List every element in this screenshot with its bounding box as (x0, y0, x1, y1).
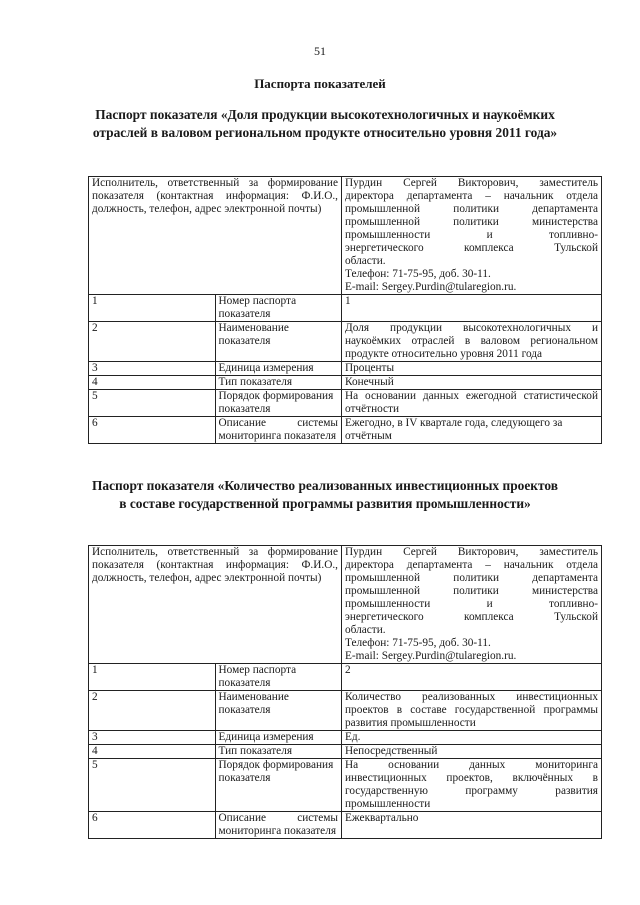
row-number: 5 (89, 390, 216, 417)
row-number: 5 (89, 759, 216, 812)
row-label: Наименование показателя (215, 691, 342, 731)
executor-label: Исполнитель, ответственный за формирование показателя (контактная информация: Ф.И.О., должность, телефон, адрес электронной почты) (89, 177, 342, 295)
table-row (89, 390, 602, 417)
row-value: 2 (342, 664, 602, 691)
executor-row (89, 177, 602, 295)
row-label: Номер паспорта показателя (215, 664, 342, 691)
executor-line: Пурдин Сергей Викторович, заместитель (345, 177, 598, 189)
executor-line: E-mail: Sergey.Purdin@tularegion.ru. (345, 281, 517, 293)
section-title: Паспорта показателей (254, 76, 386, 91)
row-number: 1 (89, 295, 216, 322)
executor-line: директора департамента – начальник отдела (345, 190, 598, 202)
executor-line: промышленности и топливно- (345, 229, 598, 241)
row-value: Доля продукции высокотехнологичных и наукоёмких отраслей в валовом региональном продукте относительно уровня 2011 года (342, 322, 602, 362)
executor-info (342, 546, 602, 664)
row-value: Непосредственный (342, 745, 602, 759)
executor-line: E-mail: Sergey.Purdin@tularegion.ru. (345, 650, 517, 662)
executor-line: промышленной политики министерства (345, 216, 598, 228)
executor-line: промышленности и топливно- (345, 598, 598, 610)
table-row (89, 691, 602, 731)
passport-heading: Паспорт показателя «Количество реализованных инвестиционных проектов в составе государственной программы развития промышленности» (91, 478, 558, 511)
row-number: 2 (89, 691, 216, 731)
row-value: Конечный (342, 376, 602, 390)
row-number: 2 (89, 322, 216, 362)
executor-line: энергетического комплекса Тульской (345, 611, 598, 623)
passport-table (88, 545, 602, 839)
executor-line: промышленной политики департамента (345, 203, 598, 215)
row-value: На основании данных ежегодной статистической отчётности (342, 390, 602, 417)
executor-line: энергетического комплекса Тульской (345, 242, 598, 254)
row-number: 6 (89, 812, 216, 839)
passport-heading: Паспорт показателя «Доля продукции высокотехнологичных и наукоёмких отраслей в валовом региональном продукте относительно уровня 2011 года» (92, 107, 558, 140)
executor-line: Телефон: 71-75-95, доб. 30-11. (345, 637, 491, 649)
row-label: Номер паспорта показателя (215, 295, 342, 322)
row-value: Ед. (342, 731, 602, 745)
row-label: Описание системы мониторинга показателя (215, 812, 342, 839)
table-row (89, 664, 602, 691)
row-value: На основании данных мониторинга инвестиционных проектов, включённых в государственную программу развития промышленности (342, 759, 602, 812)
row-label: Единица измерения (215, 731, 342, 745)
row-number: 3 (89, 362, 216, 376)
row-value: 1 (342, 295, 602, 322)
row-label: Порядок формирования показателя (215, 390, 342, 417)
executor-line: области. (345, 255, 386, 267)
row-label: Порядок формирования показателя (215, 759, 342, 812)
table-row (89, 376, 602, 390)
table-row (89, 731, 602, 745)
row-label: Тип показателя (215, 376, 342, 390)
executor-line: Телефон: 71-75-95, доб. 30-11. (345, 268, 491, 280)
row-label: Единица измерения (215, 362, 342, 376)
table-row (89, 417, 602, 444)
table-row (89, 295, 602, 322)
executor-row (89, 546, 602, 664)
executor-line: области. (345, 624, 386, 636)
executor-line: промышленной политики департамента (345, 572, 598, 584)
page-number: 51 (314, 44, 326, 58)
table-row (89, 745, 602, 759)
executor-label: Исполнитель, ответственный за формирование показателя (контактная информация: Ф.И.О., должность, телефон, адрес электронной почты) (89, 546, 342, 664)
row-number: 4 (89, 376, 216, 390)
row-label: Тип показателя (215, 745, 342, 759)
executor-line: промышленной политики министерства (345, 585, 598, 597)
row-label: Наименование показателя (215, 322, 342, 362)
row-value: Ежегодно, в IV квартале года, следующего за отчётным (342, 417, 602, 444)
row-number: 3 (89, 731, 216, 745)
table-row (89, 759, 602, 812)
row-value: Количество реализованных инвестиционных проектов в составе государственной программы развития промышленности (342, 691, 602, 731)
row-number: 4 (89, 745, 216, 759)
row-value: Ежеквартально (342, 812, 602, 839)
row-value: Проценты (342, 362, 602, 376)
table-row (89, 362, 602, 376)
row-label: Описание системы мониторинга показателя (215, 417, 342, 444)
executor-line: директора департамента – начальник отдела (345, 559, 598, 571)
table-row (89, 322, 602, 362)
row-number: 6 (89, 417, 216, 444)
table-row (89, 812, 602, 839)
executor-info (342, 177, 602, 295)
row-number: 1 (89, 664, 216, 691)
executor-line: Пурдин Сергей Викторович, заместитель (345, 546, 598, 558)
passport-table (88, 176, 602, 444)
